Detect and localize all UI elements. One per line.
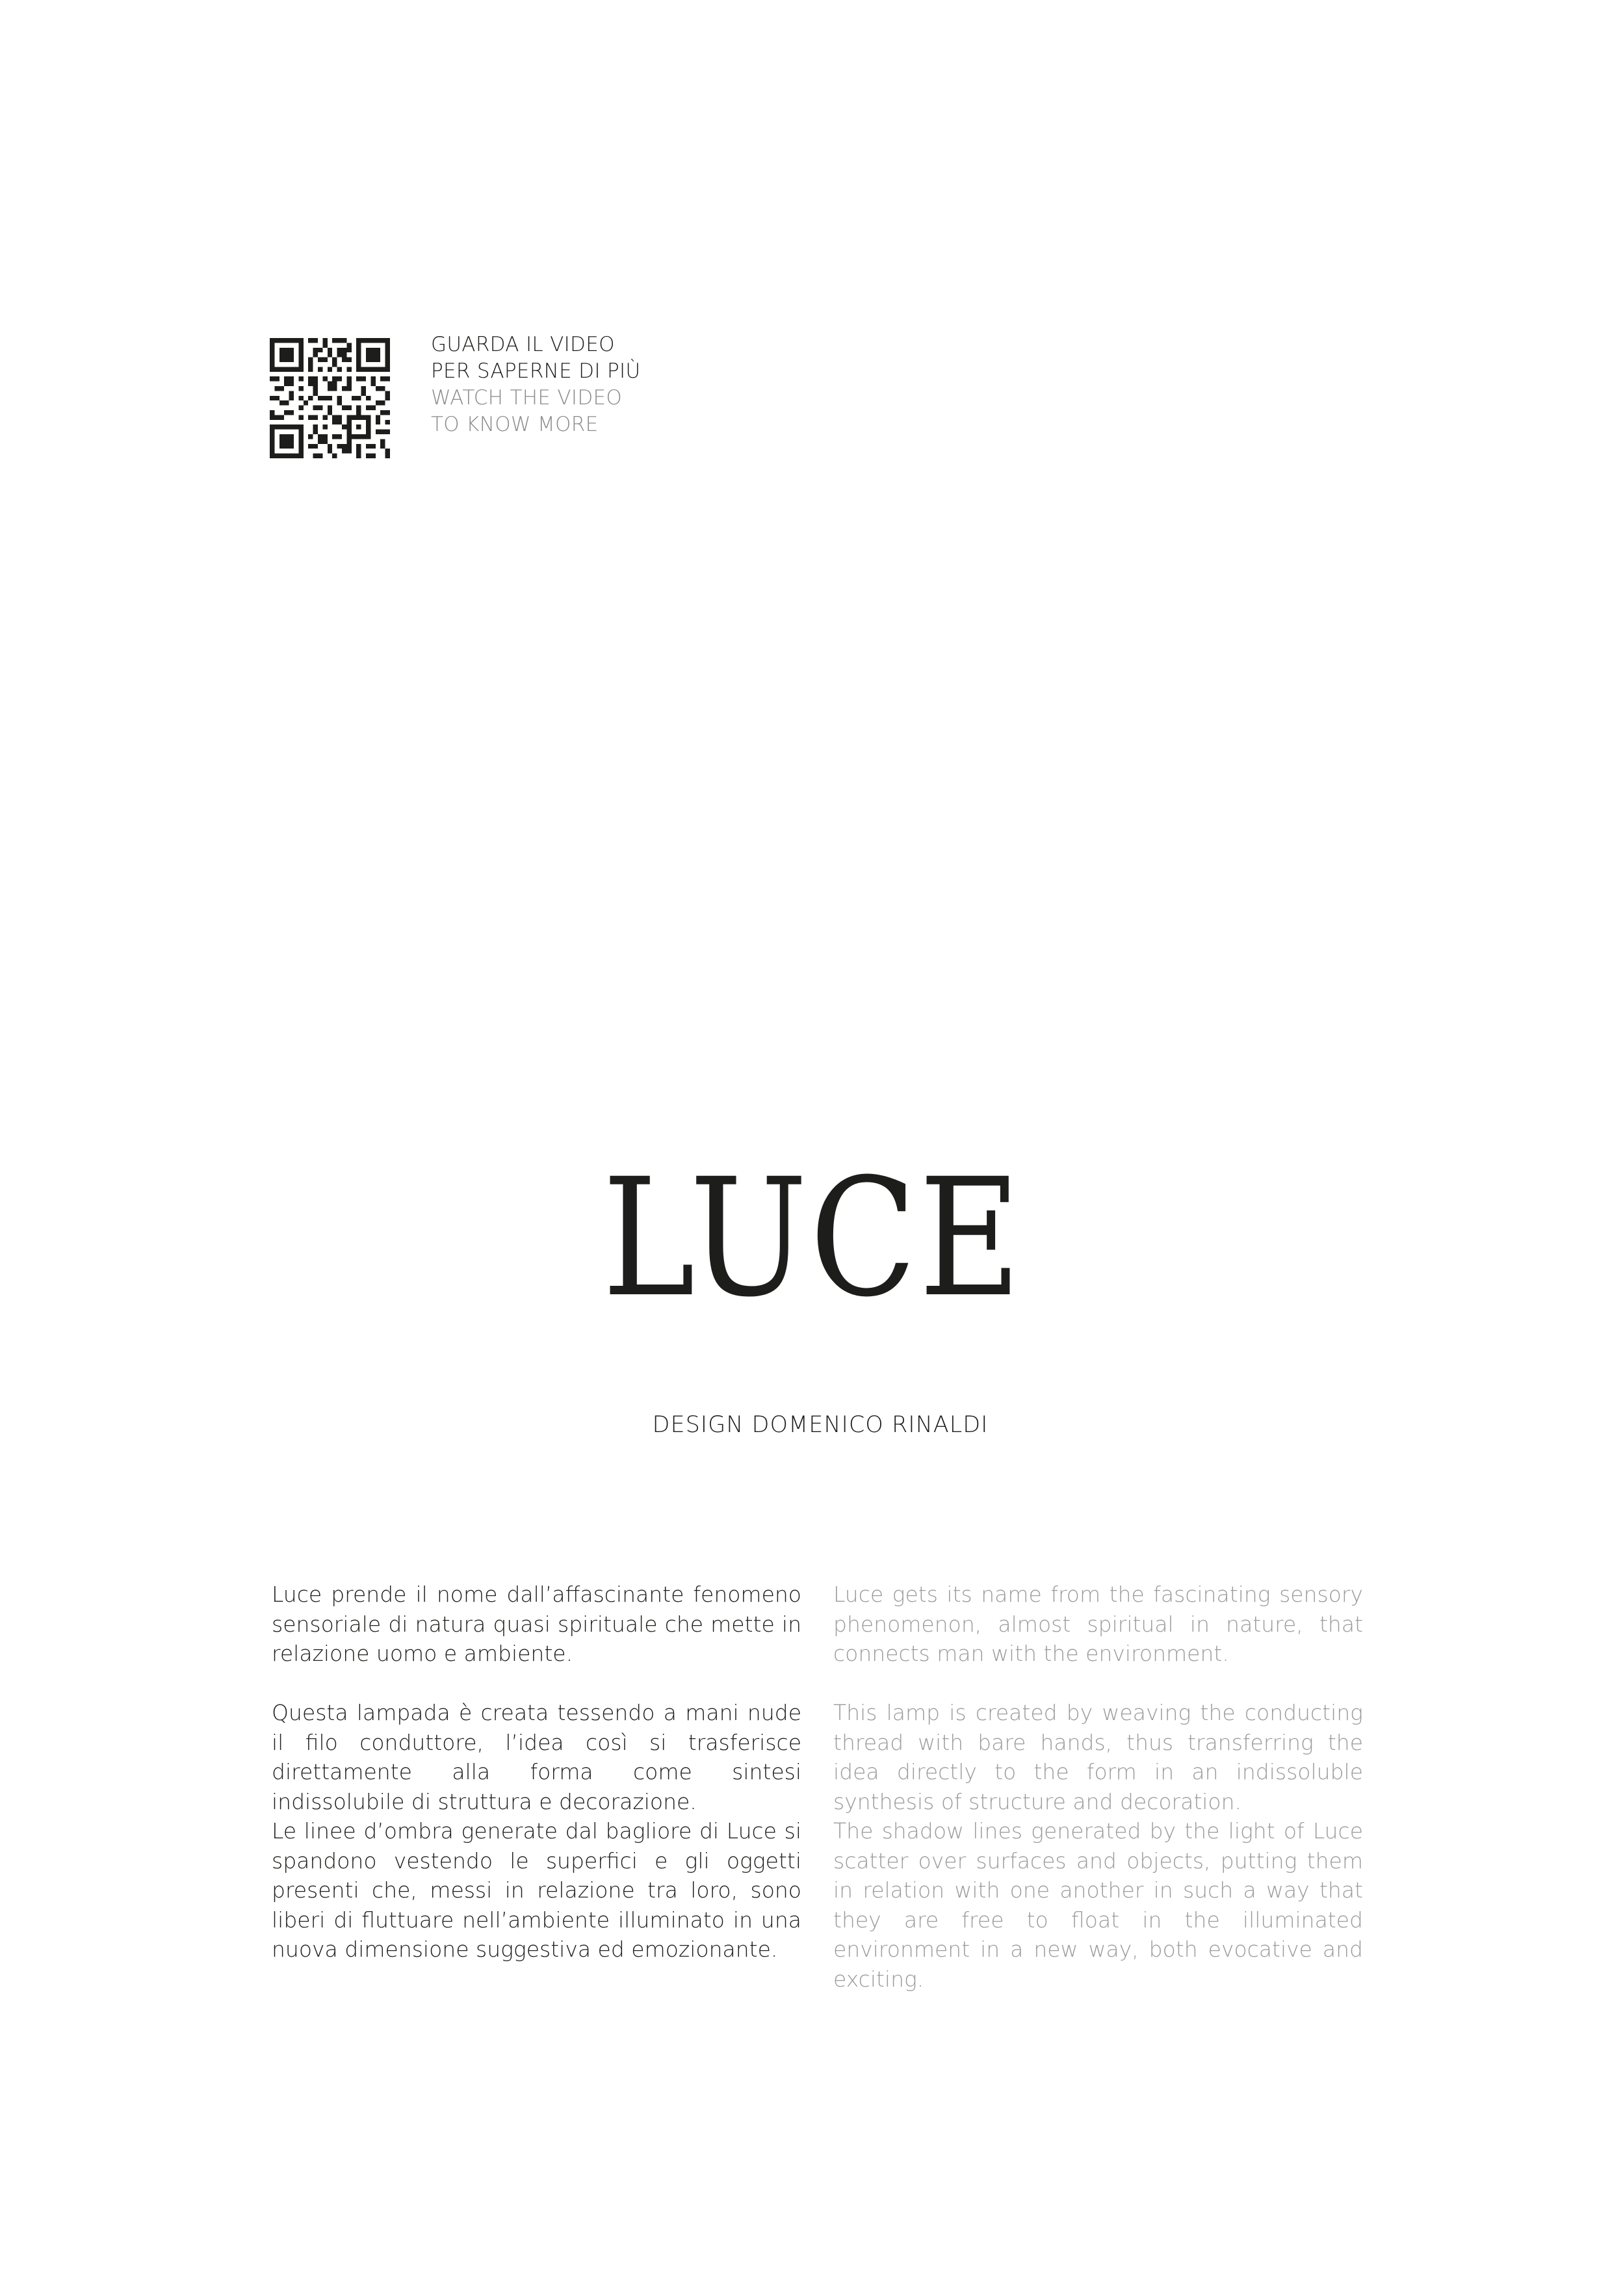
description-it-paragraph-1: Luce prende il nome dall’affascinante fenomeno sensoriale di natura quasi spirituale che mette in relazione uomo e ambiente. (272, 1582, 801, 1666)
qr-code[interactable] (270, 338, 390, 458)
description-it-paragraph-3: Le linee d’ombra generate dal bagliore di Luce si spandono vestendo le superfici e gli oggetti presenti che, messi in relazione tra loro, sono liberi di fluttuare nell’ambiente illuminato in una nuova dimensione suggestiva ed emozionante. (272, 1818, 801, 1962)
video-prompt-en-line1: WATCH THE VIDEO (431, 386, 623, 410)
description-en-paragraph-3: The shadow lines generated by the light of Luce scatter over surfaces and objects, putting them in relation with one another in such a way that they are free to float in the illuminated environment in a new way, both evocative and exciting. (833, 1818, 1363, 1992)
designer-credit: DESIGN DOMENICO RINALDI (652, 1412, 989, 1438)
description-en-paragraph-1: Luce gets its name from the fascinating sensory phenomenon, almost spiritual in nature, that connects man with the environment. (833, 1582, 1363, 1666)
video-prompt-it-line1: GUARDA IL VIDEO (431, 333, 615, 356)
product-title: LUCE (602, 1143, 1024, 1333)
video-prompt (431, 332, 640, 438)
description-it-paragraph-2: Questa lampada è creata tessendo a mani nude il filo conduttore, l’idea così si trasferisce direttamente alla forma come sintesi indissolubile di struttura e decorazione. (272, 1700, 801, 1814)
qr-code-graphic (270, 338, 390, 458)
description-en-paragraph-2: This lamp is created by weaving the conducting thread with bare hands, thus transferring the idea directly to the form in an indissoluble synthesis of structure and decoration. (833, 1700, 1363, 1814)
description-english (833, 1580, 1363, 1994)
video-prompt-it-line2: PER SAPERNE DI PIÙ (431, 359, 641, 383)
description-italian (272, 1580, 801, 1964)
video-prompt-en-line2: TO KNOW MORE (431, 413, 599, 436)
